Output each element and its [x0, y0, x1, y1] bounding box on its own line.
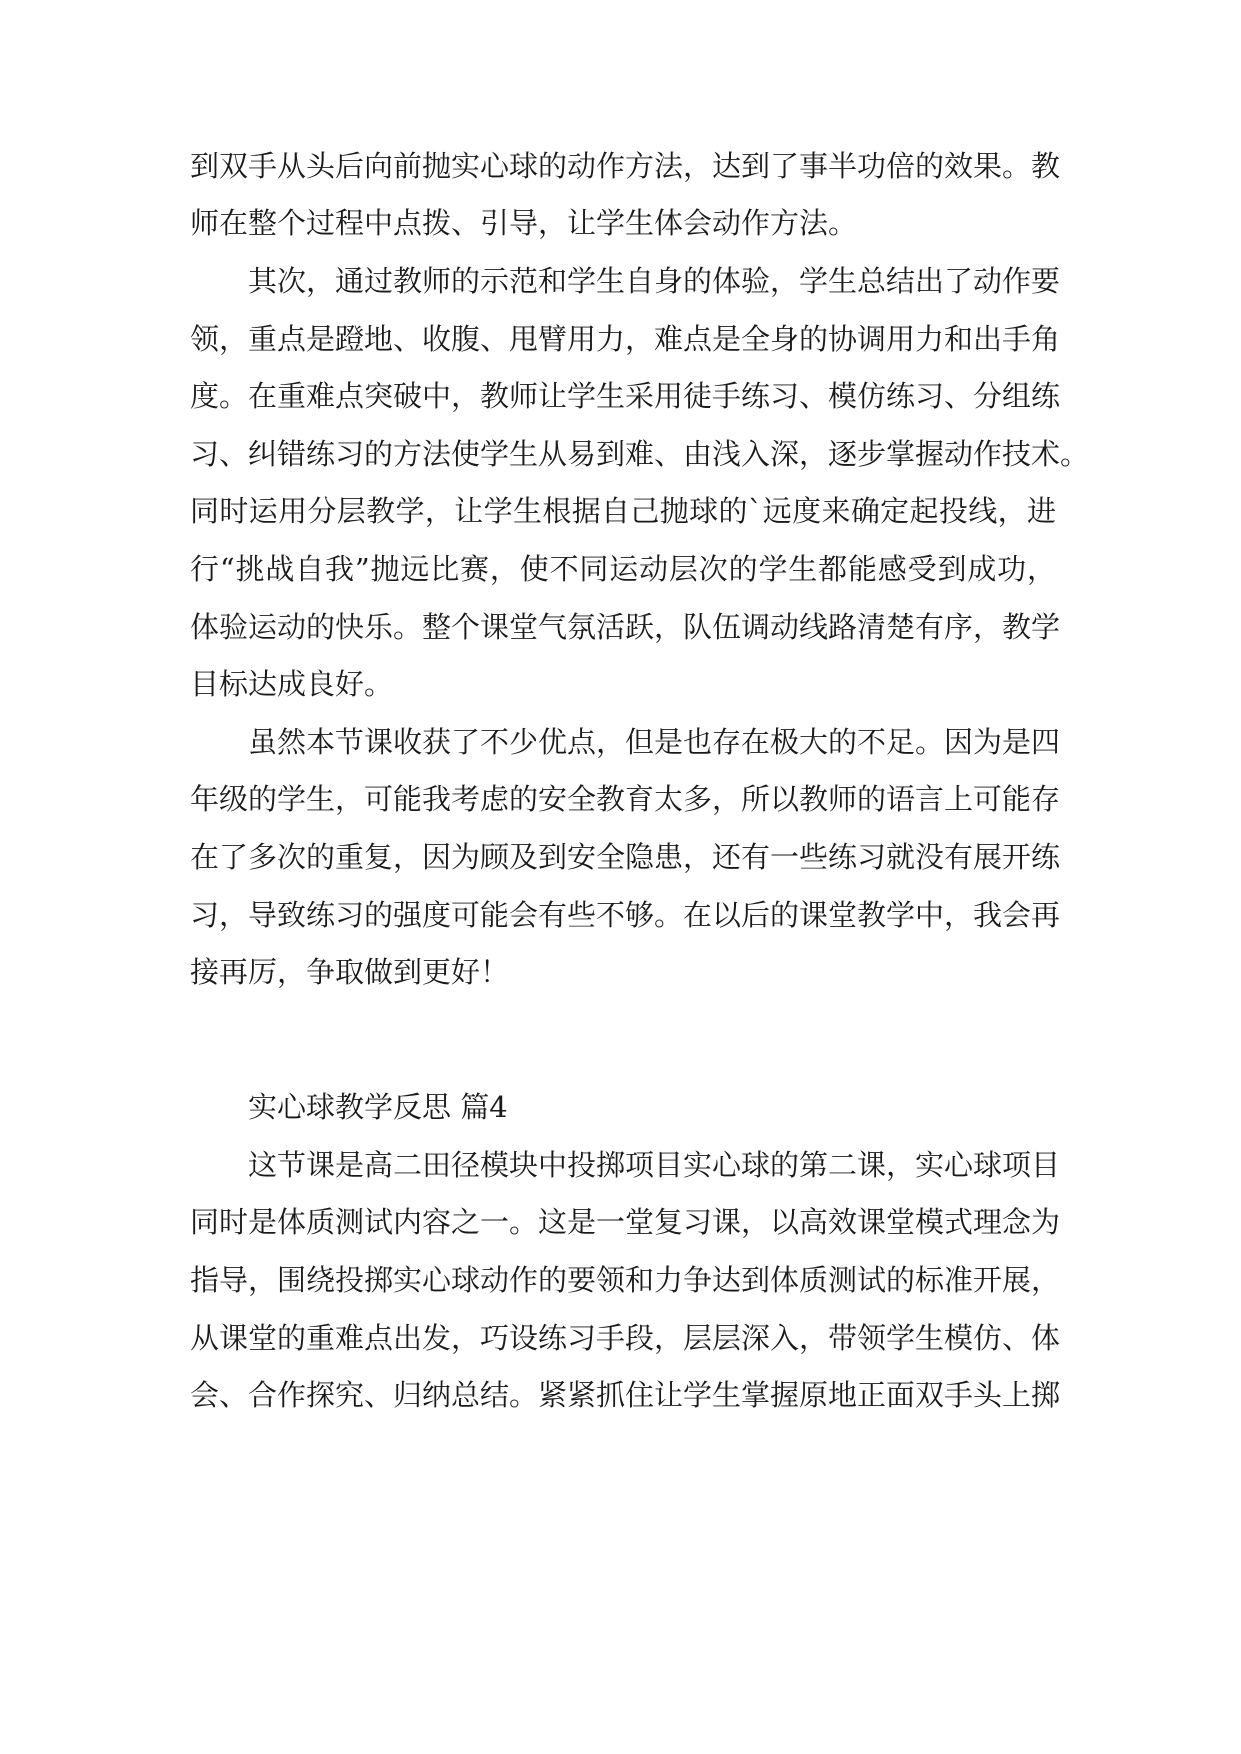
paragraph-line: 从课堂的重难点出发，巧设练习手段，层层深入，带领学生模仿、体 — [190, 1321, 1061, 1355]
section-heading: 实心球教学反思 篇4 — [248, 1090, 508, 1124]
paragraph-line: 同时运用分层教学，让学生根据自己抛球的`远度来确定起投线，进 — [190, 494, 1056, 528]
paragraph-line: 指导，围绕投掷实心球动作的要领和力争达到体质测试的标准开展， — [190, 1263, 1061, 1297]
paragraph-line: 接再厉，争取做到更好！ — [190, 955, 510, 989]
paragraph-line: 习，导致练习的强度可能会有些不够。在以后的课堂教学中，我会再 — [190, 898, 1061, 932]
paragraph-line: 体验运动的快乐。整个课堂气氛活跃，队伍调动线路清楚有序，教学 — [190, 610, 1061, 644]
paragraph-line: 在了多次的重复，因为顾及到安全隐患，还有一些练习就没有展开练 — [190, 840, 1061, 874]
paragraph-line: 这节课是高二田径模块中投掷项目实心球的第二课，实心球项目 — [248, 1148, 1061, 1182]
paragraph-line: 行“挑战自我”抛远比赛，使不同运动层次的学生都能感受到成功， — [190, 552, 1056, 586]
paragraph-line: 会、合作探究、归纳总结。紧紧抓住让学生掌握原地正面双手头上掷 — [190, 1378, 1061, 1412]
paragraph-line: 领，重点是蹬地、收腹、甩臂用力，难点是全身的协调用力和出手角 — [190, 322, 1061, 356]
paragraph-line: 年级的学生，可能我考虑的安全教育太多，所以教师的语言上可能存 — [190, 782, 1061, 816]
paragraph-line: 同时是体质测试内容之一。这是一堂复习课，以高效课堂模式理念为 — [190, 1205, 1061, 1239]
paragraph-line: 师在整个过程中点拨、引导，让学生体会动作方法。 — [190, 206, 858, 240]
paragraph-line: 到双手从头后向前抛实心球的动作方法，达到了事半功倍的效果。教 — [190, 149, 1061, 183]
paragraph-line: 度。在重难点突破中，教师让学生采用徒手练习、模仿练习、分组练 — [190, 379, 1061, 413]
paragraph-line: 虽然本节课收获了不少优点，但是也存在极大的不足。因为是四 — [248, 725, 1061, 759]
paragraph-line: 目标达成良好。 — [190, 667, 394, 701]
paragraph-line: 其次，通过教师的示范和学生自身的体验，学生总结出了动作要 — [248, 264, 1061, 298]
paragraph-line: 习、纠错练习的方法使学生从易到难、由浅入深，逐步掌握动作技术。 — [190, 437, 1090, 471]
